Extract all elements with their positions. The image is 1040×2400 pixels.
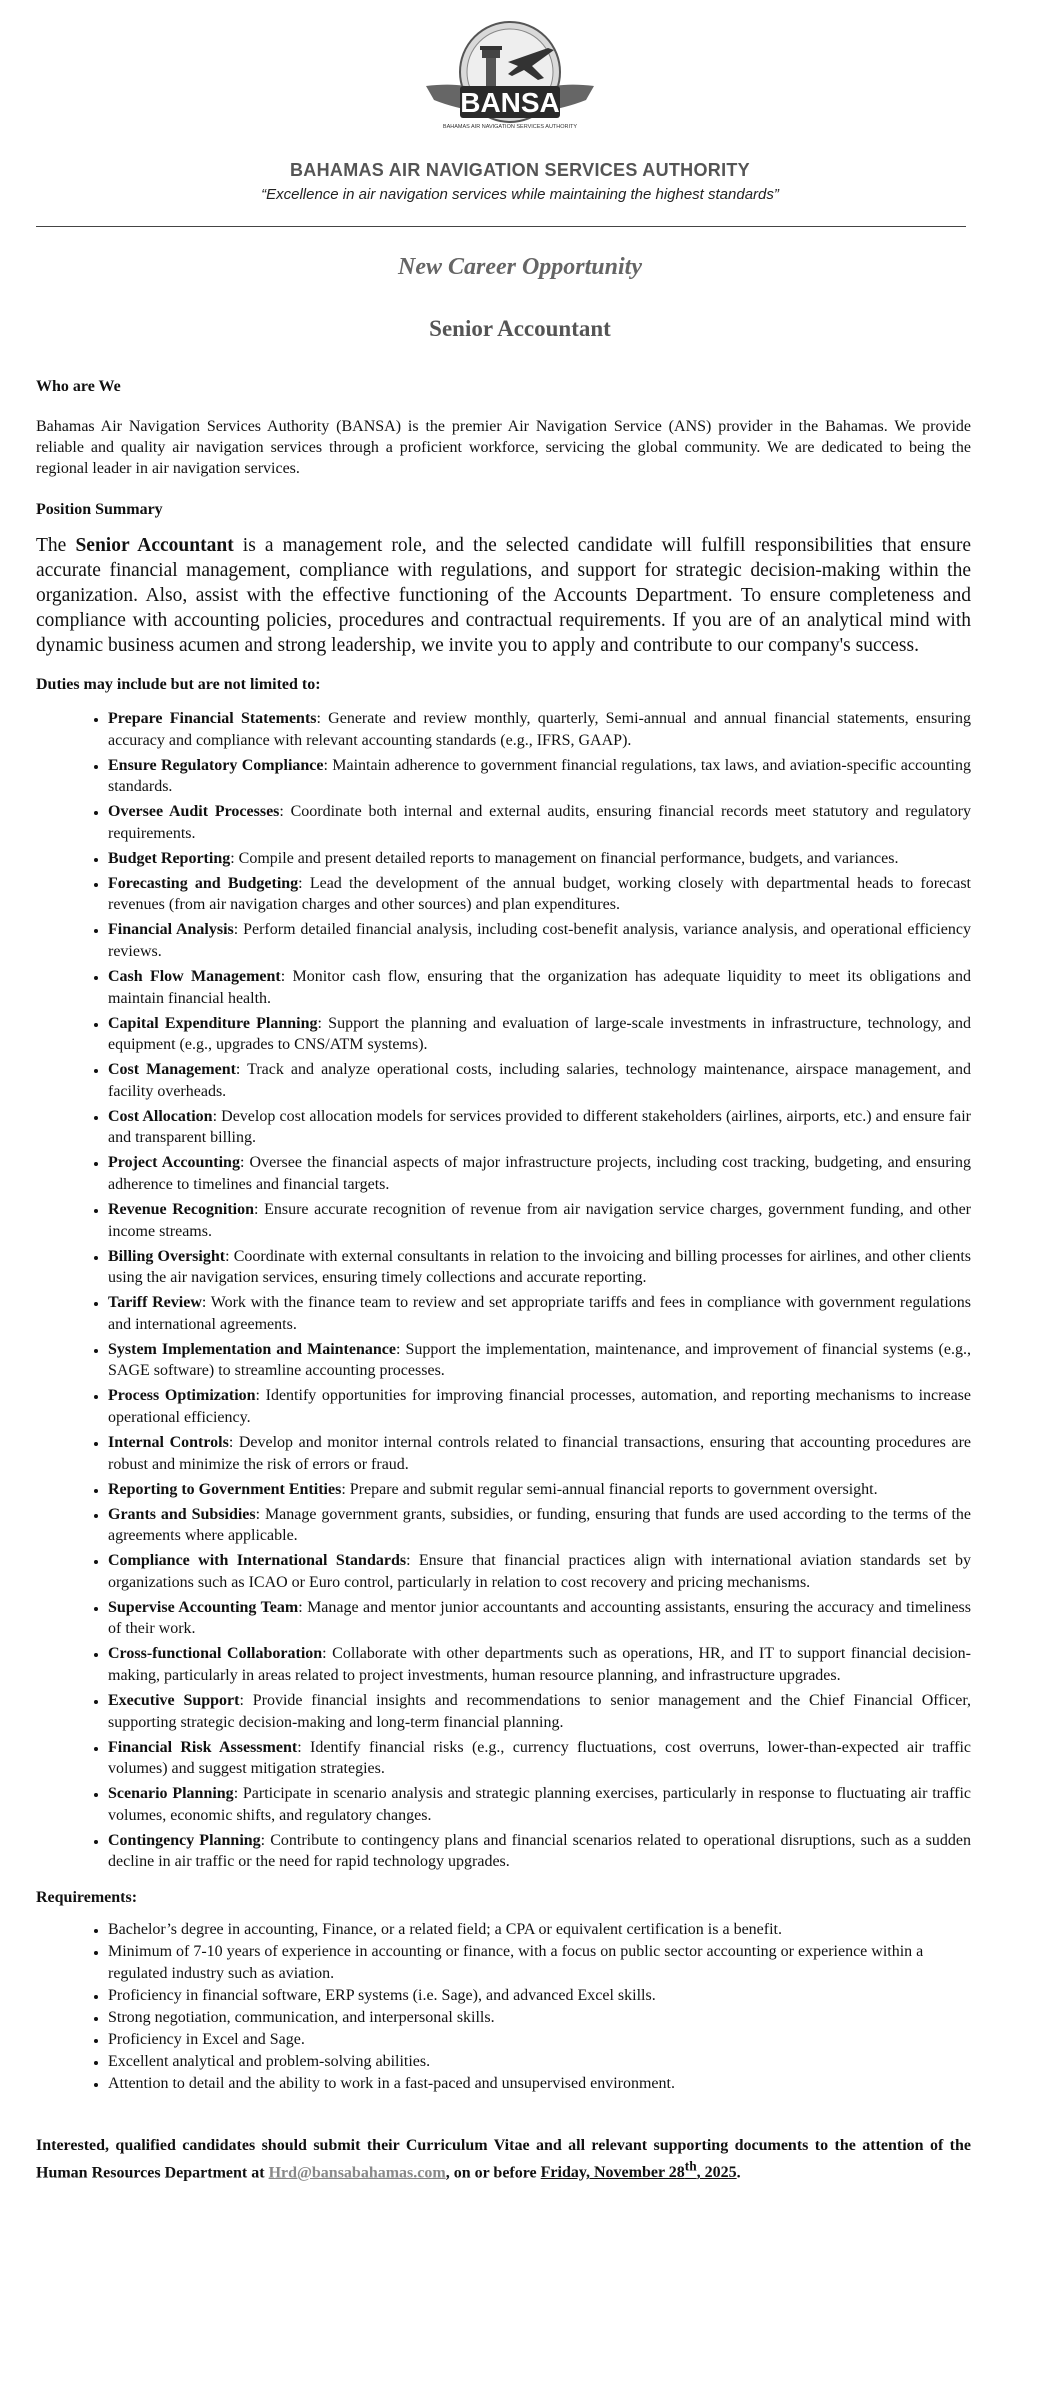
opportunity-kicker: New Career Opportunity bbox=[397, 254, 642, 280]
duty-item bbox=[108, 873, 971, 916]
posting-body bbox=[36, 378, 971, 2183]
duty-desc: : Track and analyze operational costs, including salaries, technology maintenance, airspace management, and facility overheads. bbox=[108, 1061, 971, 1100]
closing-text: Interested, qualified candidates should submit their Curriculum Vitae and all relevant supporting documents to the attention of the Human Resources Department at bbox=[36, 2136, 971, 2182]
duty-desc: : Coordinate with external consultants in relation to the invoicing and billing processes for airlines, and other clients using the air navigation services, ensuring timely collections and accurate reporting. bbox=[108, 1247, 971, 1287]
duty-item bbox=[108, 1106, 971, 1149]
hr-email-link[interactable]: Hrd@bansabahamas.com bbox=[268, 2164, 446, 2182]
header-divider bbox=[36, 226, 966, 227]
logo-wordmark: BANSA bbox=[460, 87, 560, 118]
duty-item bbox=[108, 1059, 971, 1102]
duty-item bbox=[108, 1737, 971, 1780]
who-heading: Who are We bbox=[36, 378, 121, 395]
requirements-heading: Requirements: bbox=[36, 1888, 138, 1906]
closing-end: . bbox=[736, 2164, 741, 2182]
duty-term: Executive Support bbox=[108, 1692, 240, 1710]
duty-desc: : Support the planning and evaluation of large-scale investments in infrastructure, technology, and equipment (e.g., upgrades to CNS/ATM systems). bbox=[108, 1014, 971, 1054]
duty-desc: : Compile and present detailed reports to management on financial performance, budgets, and variances. bbox=[230, 849, 899, 867]
duty-item bbox=[108, 1550, 971, 1593]
duty-desc: : Coordinate both internal and external audits, ensuring financial records meet statutory and regulatory requirements. bbox=[108, 803, 971, 842]
duty-desc: : Ensure accurate recognition of revenue from air navigation service charges, government funding, and other income streams. bbox=[108, 1201, 971, 1240]
summary-heading: Position Summary bbox=[36, 501, 163, 518]
requirement-item: • Bachelor’s degree in accounting, Finance, or a related field; a CPA or equivalent certification is a benefit. bbox=[108, 1919, 971, 1941]
duty-item bbox=[108, 919, 971, 962]
duty-desc: : Prepare and submit regular semi-annual financial reports to government oversight. bbox=[341, 1480, 878, 1498]
duty-desc: : Maintain adherence to government financial regulations, tax laws, and aviation-specific accounting standards. bbox=[108, 756, 972, 796]
duty-term: Tariff Review bbox=[108, 1294, 202, 1312]
duty-item bbox=[108, 1339, 971, 1382]
duty-term: Reporting to Government Entities bbox=[108, 1480, 342, 1498]
duty-desc: : Manage government grants, subsidies, or funding, ensuring that funds are used according to the terms of the agreements where applicable. bbox=[108, 1505, 971, 1545]
duty-term: Cost Management bbox=[108, 1061, 236, 1079]
duty-item bbox=[108, 708, 971, 751]
duty-term: Process Optimization bbox=[108, 1387, 256, 1405]
closing-mid: , on or before bbox=[445, 2164, 541, 2182]
duty-term: Scenario Planning bbox=[108, 1785, 234, 1803]
duty-term: Oversee Audit Processes bbox=[108, 803, 280, 821]
duty-desc: : Collaborate with other departments such as operations, HR, and IT to support financial decision-making, particularly in areas related to project investments, human resource planning, and infrastructure upgrades. bbox=[108, 1645, 972, 1684]
summary-lead: The bbox=[36, 535, 76, 556]
duty-item bbox=[108, 1643, 971, 1686]
job-title: Senior Accountant bbox=[429, 316, 611, 341]
summary-role: Senior Accountant bbox=[75, 535, 234, 556]
duties-list bbox=[36, 708, 971, 1873]
duty-item bbox=[108, 1013, 971, 1056]
duty-term: Project Accounting bbox=[108, 1154, 240, 1172]
requirement-item: • Proficiency in Excel and Sage. bbox=[108, 2029, 971, 2051]
duty-desc: : Contribute to contingency plans and financial scenarios related to operational disruptions, such as a sudden decline in air traffic or the need for rapid technology upgrades. bbox=[108, 1831, 971, 1871]
duty-term: Supervise Accounting Team bbox=[108, 1598, 299, 1616]
duty-desc: : Manage and mentor junior accountants and accounting assistants, ensuring the accuracy and timeliness of their work. bbox=[108, 1598, 971, 1638]
duty-term: Grants and Subsidies bbox=[108, 1505, 256, 1523]
requirement-item: • Proficiency in financial software, ERP systems (i.e. Sage), and advanced Excel skills. bbox=[108, 1985, 971, 2007]
duty-item bbox=[108, 1479, 971, 1501]
duty-item bbox=[108, 1152, 971, 1195]
duty-term: Forecasting and Budgeting bbox=[108, 874, 299, 892]
duty-term: Financial Analysis bbox=[108, 921, 234, 939]
requirement-item: • Attention to detail and the ability to work in a fast-paced and unsupervised environment. bbox=[108, 2073, 971, 2095]
organization-tagline: “Excellence in air navigation services while maintaining the highest standards” bbox=[261, 186, 779, 203]
duty-desc: : Provide financial insights and recommendations to senior management and the Chief Financial Officer, supporting strategic decision-making and long-term financial planning. bbox=[108, 1692, 972, 1731]
duty-item bbox=[108, 848, 971, 870]
bansa-logo bbox=[420, 20, 600, 150]
duty-term: Billing Oversight bbox=[108, 1247, 226, 1265]
duty-term: Cross-functional Collaboration bbox=[108, 1645, 323, 1663]
requirement-item: • Strong negotiation, communication, and interpersonal skills. bbox=[108, 2007, 971, 2029]
deadline-suffix: th bbox=[684, 2158, 697, 2174]
duty-desc: : Participate in scenario analysis and strategic planning exercises, particularly in response to fluctuating air traffic volumes, economic shifts, and regulatory changes. bbox=[108, 1785, 972, 1824]
duty-term: Cash Flow Management bbox=[108, 968, 281, 986]
duty-item bbox=[108, 755, 971, 798]
duty-term: Prepare Financial Statements bbox=[108, 710, 317, 727]
duty-desc: : Work with the finance team to review and set appropriate tariffs and fees in compliance with government regulations and international agreements. bbox=[108, 1294, 971, 1333]
logo-subtext: BAHAMAS AIR NAVIGATION SERVICES AUTHORITY bbox=[442, 124, 578, 130]
duty-term: Revenue Recognition bbox=[108, 1201, 255, 1219]
deadline-year: , 2025 bbox=[696, 2164, 737, 2182]
duty-desc: : Oversee the financial aspects of major infrastructure projects, including cost tracking, budgeting, and ensuring adherence to timelines and financial targets. bbox=[108, 1154, 971, 1193]
duty-term: Financial Risk Assessment bbox=[108, 1738, 298, 1756]
duty-desc: : Lead the development of the annual budget, working closely with departmental heads to forecast revenues (from air navigation charges and other sources) and plan expenditures. bbox=[108, 874, 972, 914]
duty-term: Budget Reporting bbox=[108, 849, 231, 867]
duty-item bbox=[108, 966, 971, 1009]
duty-item bbox=[108, 801, 971, 844]
who-text: Bahamas Air Navigation Services Authority (BANSA) is the premier Air Navigation Service (ANS) provider in the Bahamas. We provide reliable and quality air navigation services through a proficient workforce, servicing the global community. We are dedicated to being the regional leader in air navigation services. bbox=[36, 418, 971, 477]
duty-item bbox=[108, 1199, 971, 1242]
duty-term: Ensure Regulatory Compliance bbox=[108, 756, 324, 774]
requirements-list bbox=[36, 1919, 971, 2095]
duty-desc: : Identify opportunities for improving financial processes, automation, and reporting mechanisms to increase operational efficiency. bbox=[108, 1387, 972, 1426]
duty-term: Internal Controls bbox=[108, 1434, 229, 1451]
duty-desc: : Develop cost allocation models for services provided to different stakeholders (airlines, airports, etc.) and ensure fair and transparent billing. bbox=[108, 1107, 971, 1147]
duty-term: Contingency Planning bbox=[108, 1831, 261, 1849]
duty-term: System Implementation and Maintenance bbox=[108, 1340, 396, 1358]
application-deadline bbox=[540, 2158, 737, 2182]
requirement-item: • Excellent analytical and problem-solving abilities. bbox=[108, 2051, 971, 2073]
duty-item bbox=[108, 1830, 971, 1873]
deadline-date: Friday, November 28 bbox=[540, 2164, 685, 2182]
duty-item bbox=[108, 1385, 971, 1428]
duty-desc: : Monitor cash flow, ensuring that the organization has adequate liquidity to meet its obligations and maintain financial health. bbox=[108, 968, 971, 1007]
duty-desc: : Support the implementation, maintenance, and improvement of financial systems (e.g., SAGE software) to streamline accounting processes. bbox=[108, 1340, 971, 1380]
duty-item bbox=[108, 1504, 971, 1547]
duties-heading: Duties may include but are not limited to: bbox=[36, 676, 321, 693]
duty-item bbox=[108, 1432, 971, 1475]
summary-text bbox=[36, 533, 971, 658]
duty-desc: : Develop and monitor internal controls related to financial transactions, ensuring that accounting procedures are robust and minimize the risk of errors or fraud. bbox=[108, 1434, 972, 1473]
duty-term: Compliance with International Standards bbox=[108, 1552, 407, 1570]
duty-item bbox=[108, 1246, 971, 1289]
duty-desc: : Identify financial risks (e.g., currency fluctuations, cost overruns, lower-than-expected air traffic volumes) and suggest mitigation strategies. bbox=[108, 1738, 972, 1778]
duty-desc: : Ensure that financial practices align with international aviation standards set by organizations such as ICAO or Euro control, particularly in relation to cost recovery and pricing mechanisms. bbox=[108, 1552, 972, 1591]
duty-item bbox=[108, 1597, 971, 1640]
duty-term: Capital Expenditure Planning bbox=[108, 1014, 318, 1032]
duty-item bbox=[108, 1292, 971, 1335]
application-instructions bbox=[36, 2135, 971, 2183]
duty-desc: : Generate and review monthly, quarterly, Semi-annual and annual financial statements, ensuring accuracy and compliance with relevant accounting standards (e.g., IFRS, GAAP). bbox=[108, 710, 972, 749]
duty-item bbox=[108, 1783, 971, 1826]
organization-name: BAHAMAS AIR NAVIGATION SERVICES AUTHORITY bbox=[290, 160, 750, 180]
duty-desc: : Perform detailed financial analysis, including cost-benefit analysis, variance analysis, and operational efficiency reviews. bbox=[108, 921, 972, 960]
duty-item bbox=[108, 1690, 971, 1733]
requirement-item: • Minimum of 7-10 years of experience in accounting or finance, with a focus on public sector accounting or experience within a regulated industry such as aviation. bbox=[108, 1941, 971, 1984]
duty-term: Cost Allocation bbox=[108, 1107, 213, 1125]
summary-body: is a management role, and the selected candidate will fulfill responsibilities that ensure accurate financial management, compliance with regulations, and support for strategic decision-making within the organization. Also, assist with the effective functioning of the Accounts Department. To ensure completeness and compliance with accounting policies, procedures and contractual requirements. If you are of an analytical mind with dynamic business acumen and strong leadership, we invite you to apply and contribute to our company's success. bbox=[36, 535, 972, 656]
